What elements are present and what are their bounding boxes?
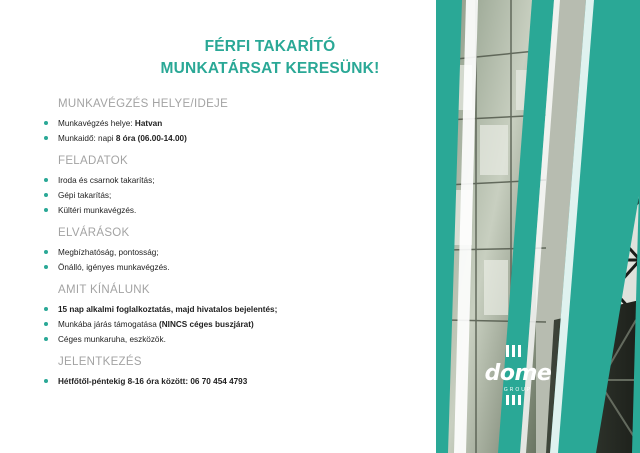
section-heading: FELADATOK bbox=[58, 155, 129, 167]
list-item bbox=[40, 188, 450, 203]
section-heading: MUNKAVÉGZÉS HELYE/IDEJE bbox=[58, 98, 229, 110]
list-item bbox=[40, 173, 450, 188]
bullet-list bbox=[40, 374, 450, 389]
item-text: Munkába járás támogatása bbox=[58, 320, 160, 329]
bullet-dot-icon bbox=[44, 307, 48, 311]
section-heading: AMIT KÍNÁLUNK bbox=[58, 284, 150, 296]
bullet-list bbox=[40, 173, 450, 218]
bullet-dot-icon bbox=[44, 136, 48, 140]
bullet-dot-icon bbox=[44, 379, 48, 383]
logo-subtitle: GROUP bbox=[503, 387, 533, 393]
section bbox=[40, 154, 450, 218]
bullet-dot-icon bbox=[44, 193, 48, 197]
item-bold-text: (NINCS céges buszjárat) bbox=[159, 320, 254, 329]
item-text: Munkavégzés helye: bbox=[58, 119, 135, 128]
list-item bbox=[40, 317, 450, 332]
bullet-dot-icon bbox=[44, 265, 48, 269]
item-text: Céges munkaruha, eszközök. bbox=[58, 335, 166, 344]
item-bold-text: 8 óra (06.00-14.00) bbox=[115, 134, 187, 143]
item-text: Gépi takarítás; bbox=[58, 191, 112, 200]
list-item bbox=[40, 245, 450, 260]
section-heading: JELENTKEZÉS bbox=[58, 356, 142, 368]
section bbox=[40, 226, 450, 275]
title-line-2: MUNKATÁRSAT KERESÜNK! bbox=[160, 60, 380, 77]
bullet-list bbox=[40, 245, 450, 275]
list-item bbox=[40, 302, 450, 317]
bullet-list bbox=[40, 302, 450, 347]
section bbox=[40, 283, 450, 347]
item-text: Önálló, igényes munkavégzés. bbox=[58, 263, 170, 272]
poster-content bbox=[40, 36, 450, 389]
item-bold-text: Hétfőtől-péntekig 8-16 óra között: 06 70 454 4793 bbox=[58, 377, 248, 386]
section bbox=[40, 355, 450, 389]
list-item bbox=[40, 332, 450, 347]
dome-logo bbox=[478, 343, 558, 407]
bullet-dot-icon bbox=[44, 250, 48, 254]
poster-title bbox=[120, 36, 420, 80]
list-item bbox=[40, 374, 450, 389]
item-text: Kültéri munkavégzés. bbox=[58, 206, 137, 215]
section-heading: ELVÁRÁSOK bbox=[58, 227, 130, 239]
bullet-dot-icon bbox=[44, 208, 48, 212]
list-item bbox=[40, 131, 450, 146]
logo-wordmark: dome bbox=[484, 361, 552, 386]
item-bold-text: Hatvan bbox=[134, 119, 163, 128]
bullet-dot-icon bbox=[44, 178, 48, 182]
item-text: Munkaidő: napi bbox=[58, 134, 116, 143]
item-bold-text: 15 nap alkalmi foglalkoztatás, majd hivatalos bejelentés; bbox=[58, 305, 278, 314]
list-item bbox=[40, 260, 450, 275]
title-line-1: FÉRFI TAKARÍTÓ bbox=[204, 38, 336, 55]
item-text: Megbízhatóság, pontosság; bbox=[58, 248, 159, 257]
list-item bbox=[40, 116, 450, 131]
section bbox=[40, 97, 450, 146]
bullet-dot-icon bbox=[44, 121, 48, 125]
bullet-list bbox=[40, 116, 450, 146]
sections-list bbox=[40, 97, 450, 389]
list-item bbox=[40, 203, 450, 218]
bullet-dot-icon bbox=[44, 337, 48, 341]
item-text: Iroda és csarnok takarítás; bbox=[58, 176, 155, 185]
bullet-dot-icon bbox=[44, 322, 48, 326]
